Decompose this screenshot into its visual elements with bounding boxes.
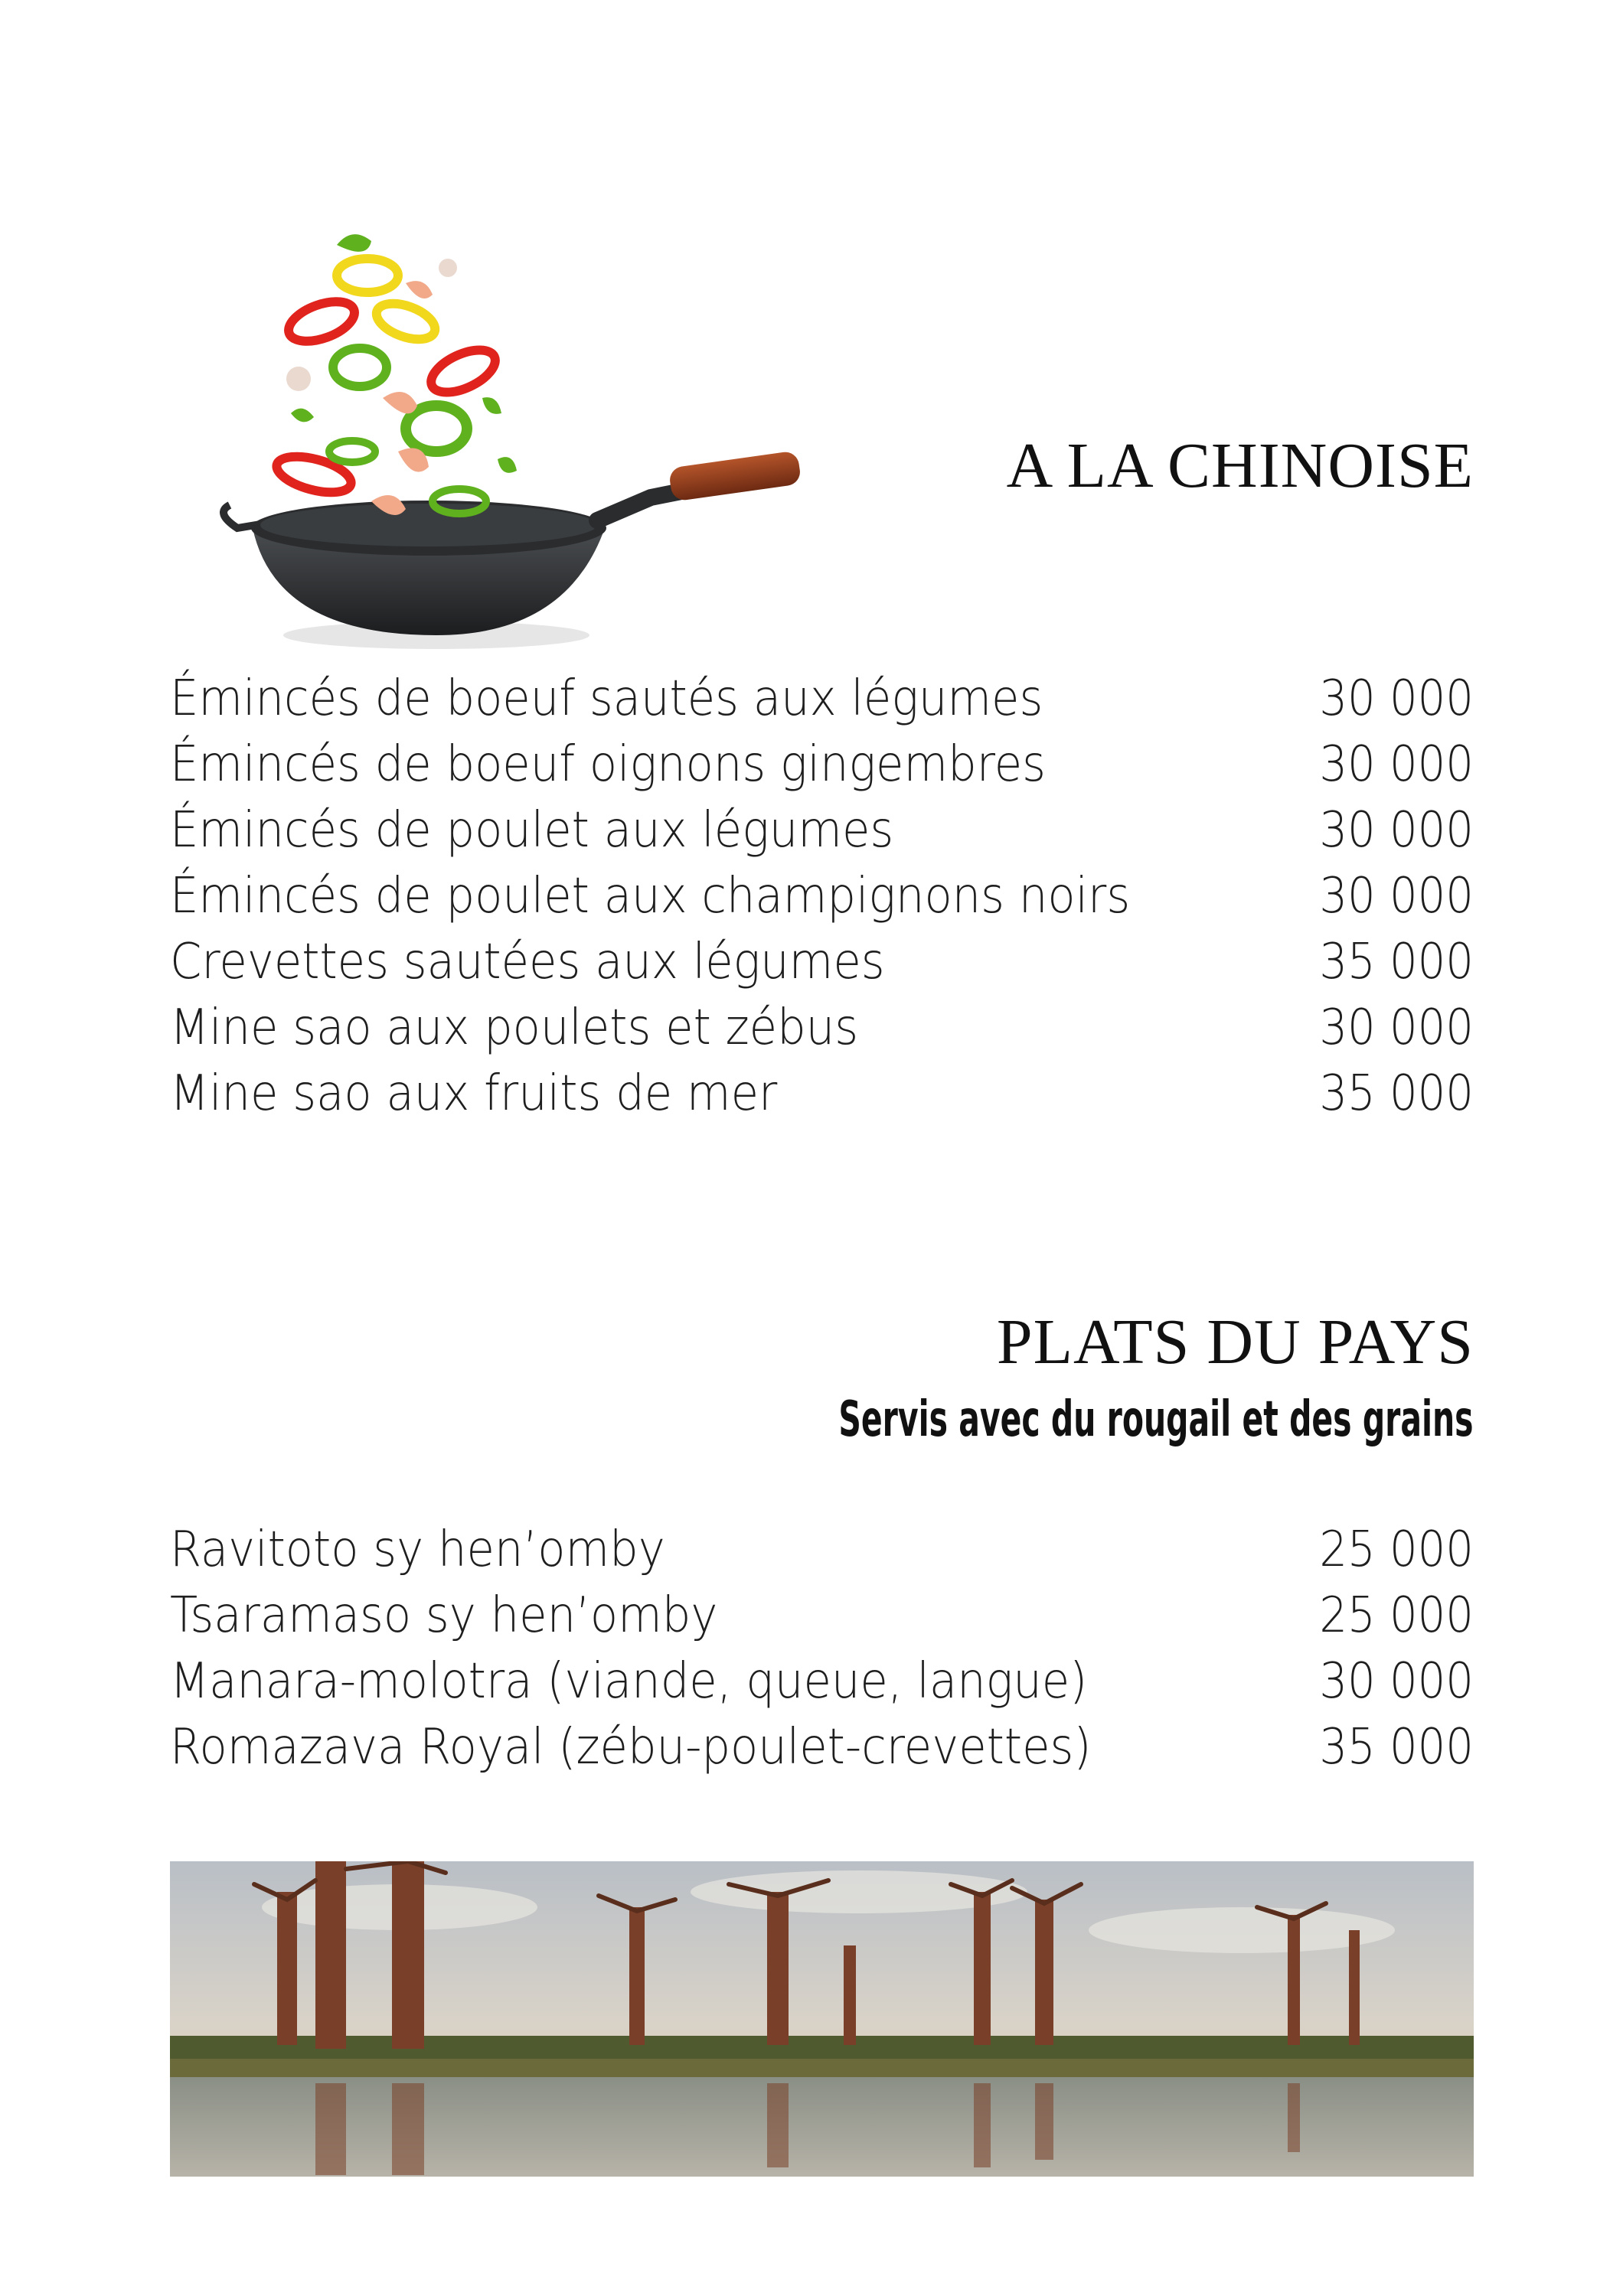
menu-item xyxy=(170,1517,1474,1583)
menu-item xyxy=(170,1061,1474,1127)
menu-item xyxy=(170,666,1474,732)
menu-item-price: 30 000 xyxy=(1319,1000,1474,1056)
menu-item xyxy=(170,863,1474,929)
menu-item-name: Romazava Royal (zébu-poulet-crevettes) xyxy=(170,1719,1092,1776)
menu-item-name: Crevettes sautées aux légumes xyxy=(170,934,885,990)
menu-item-name: Ravitoto sy hen’omby xyxy=(170,1521,665,1578)
tossed-vegetables-icon xyxy=(273,234,517,515)
wok-illustration xyxy=(207,207,812,658)
section-title-plats-du-pays: PLATS DU PAYS xyxy=(996,1306,1474,1378)
menu-item-price: 30 000 xyxy=(1319,802,1474,859)
menu-list-a-la-chinoise xyxy=(170,666,1474,1127)
section-title-a-la-chinoise: A LA CHINOISE xyxy=(1006,430,1474,501)
section-subtitle: Servis avec du rougail et des grains xyxy=(838,1391,1474,1448)
menu-item-price: 35 000 xyxy=(1319,1719,1474,1776)
menu-item-name: Mine sao aux fruits de mer xyxy=(170,1065,778,1122)
menu-item-price: 35 000 xyxy=(1319,1065,1474,1122)
menu-list-plats-du-pays xyxy=(170,1517,1474,1780)
menu-item-name: Émincés de poulet aux champignons noirs xyxy=(170,868,1131,925)
menu-item-name: Émincés de poulet aux légumes xyxy=(170,802,894,859)
menu-item xyxy=(170,732,1474,797)
menu-item xyxy=(170,797,1474,863)
menu-item-price: 25 000 xyxy=(1319,1521,1474,1578)
baobab-landscape-image xyxy=(170,1861,1474,2177)
menu-item xyxy=(170,929,1474,995)
menu-item xyxy=(170,1714,1474,1780)
menu-item xyxy=(170,1583,1474,1649)
menu-item-price: 30 000 xyxy=(1319,670,1474,727)
menu-item-price: 30 000 xyxy=(1319,1653,1474,1710)
menu-item-name: Mine sao aux poulets et zébus xyxy=(170,1000,859,1056)
menu-item xyxy=(170,1649,1474,1714)
menu-item-name: Manara-molotra (viande, queue, langue) xyxy=(170,1653,1088,1710)
menu-item-price: 35 000 xyxy=(1319,934,1474,990)
menu-item-price: 25 000 xyxy=(1319,1587,1474,1644)
menu-item-name: Émincés de boeuf oignons gingembres xyxy=(170,736,1046,793)
menu-item-price: 30 000 xyxy=(1319,868,1474,925)
wok-pan-icon xyxy=(224,450,802,635)
menu-item-price: 30 000 xyxy=(1319,736,1474,793)
menu-item xyxy=(170,995,1474,1061)
menu-item-name: Tsaramaso sy hen’omby xyxy=(170,1587,718,1644)
menu-item-name: Émincés de boeuf sautés aux légumes xyxy=(170,670,1043,727)
